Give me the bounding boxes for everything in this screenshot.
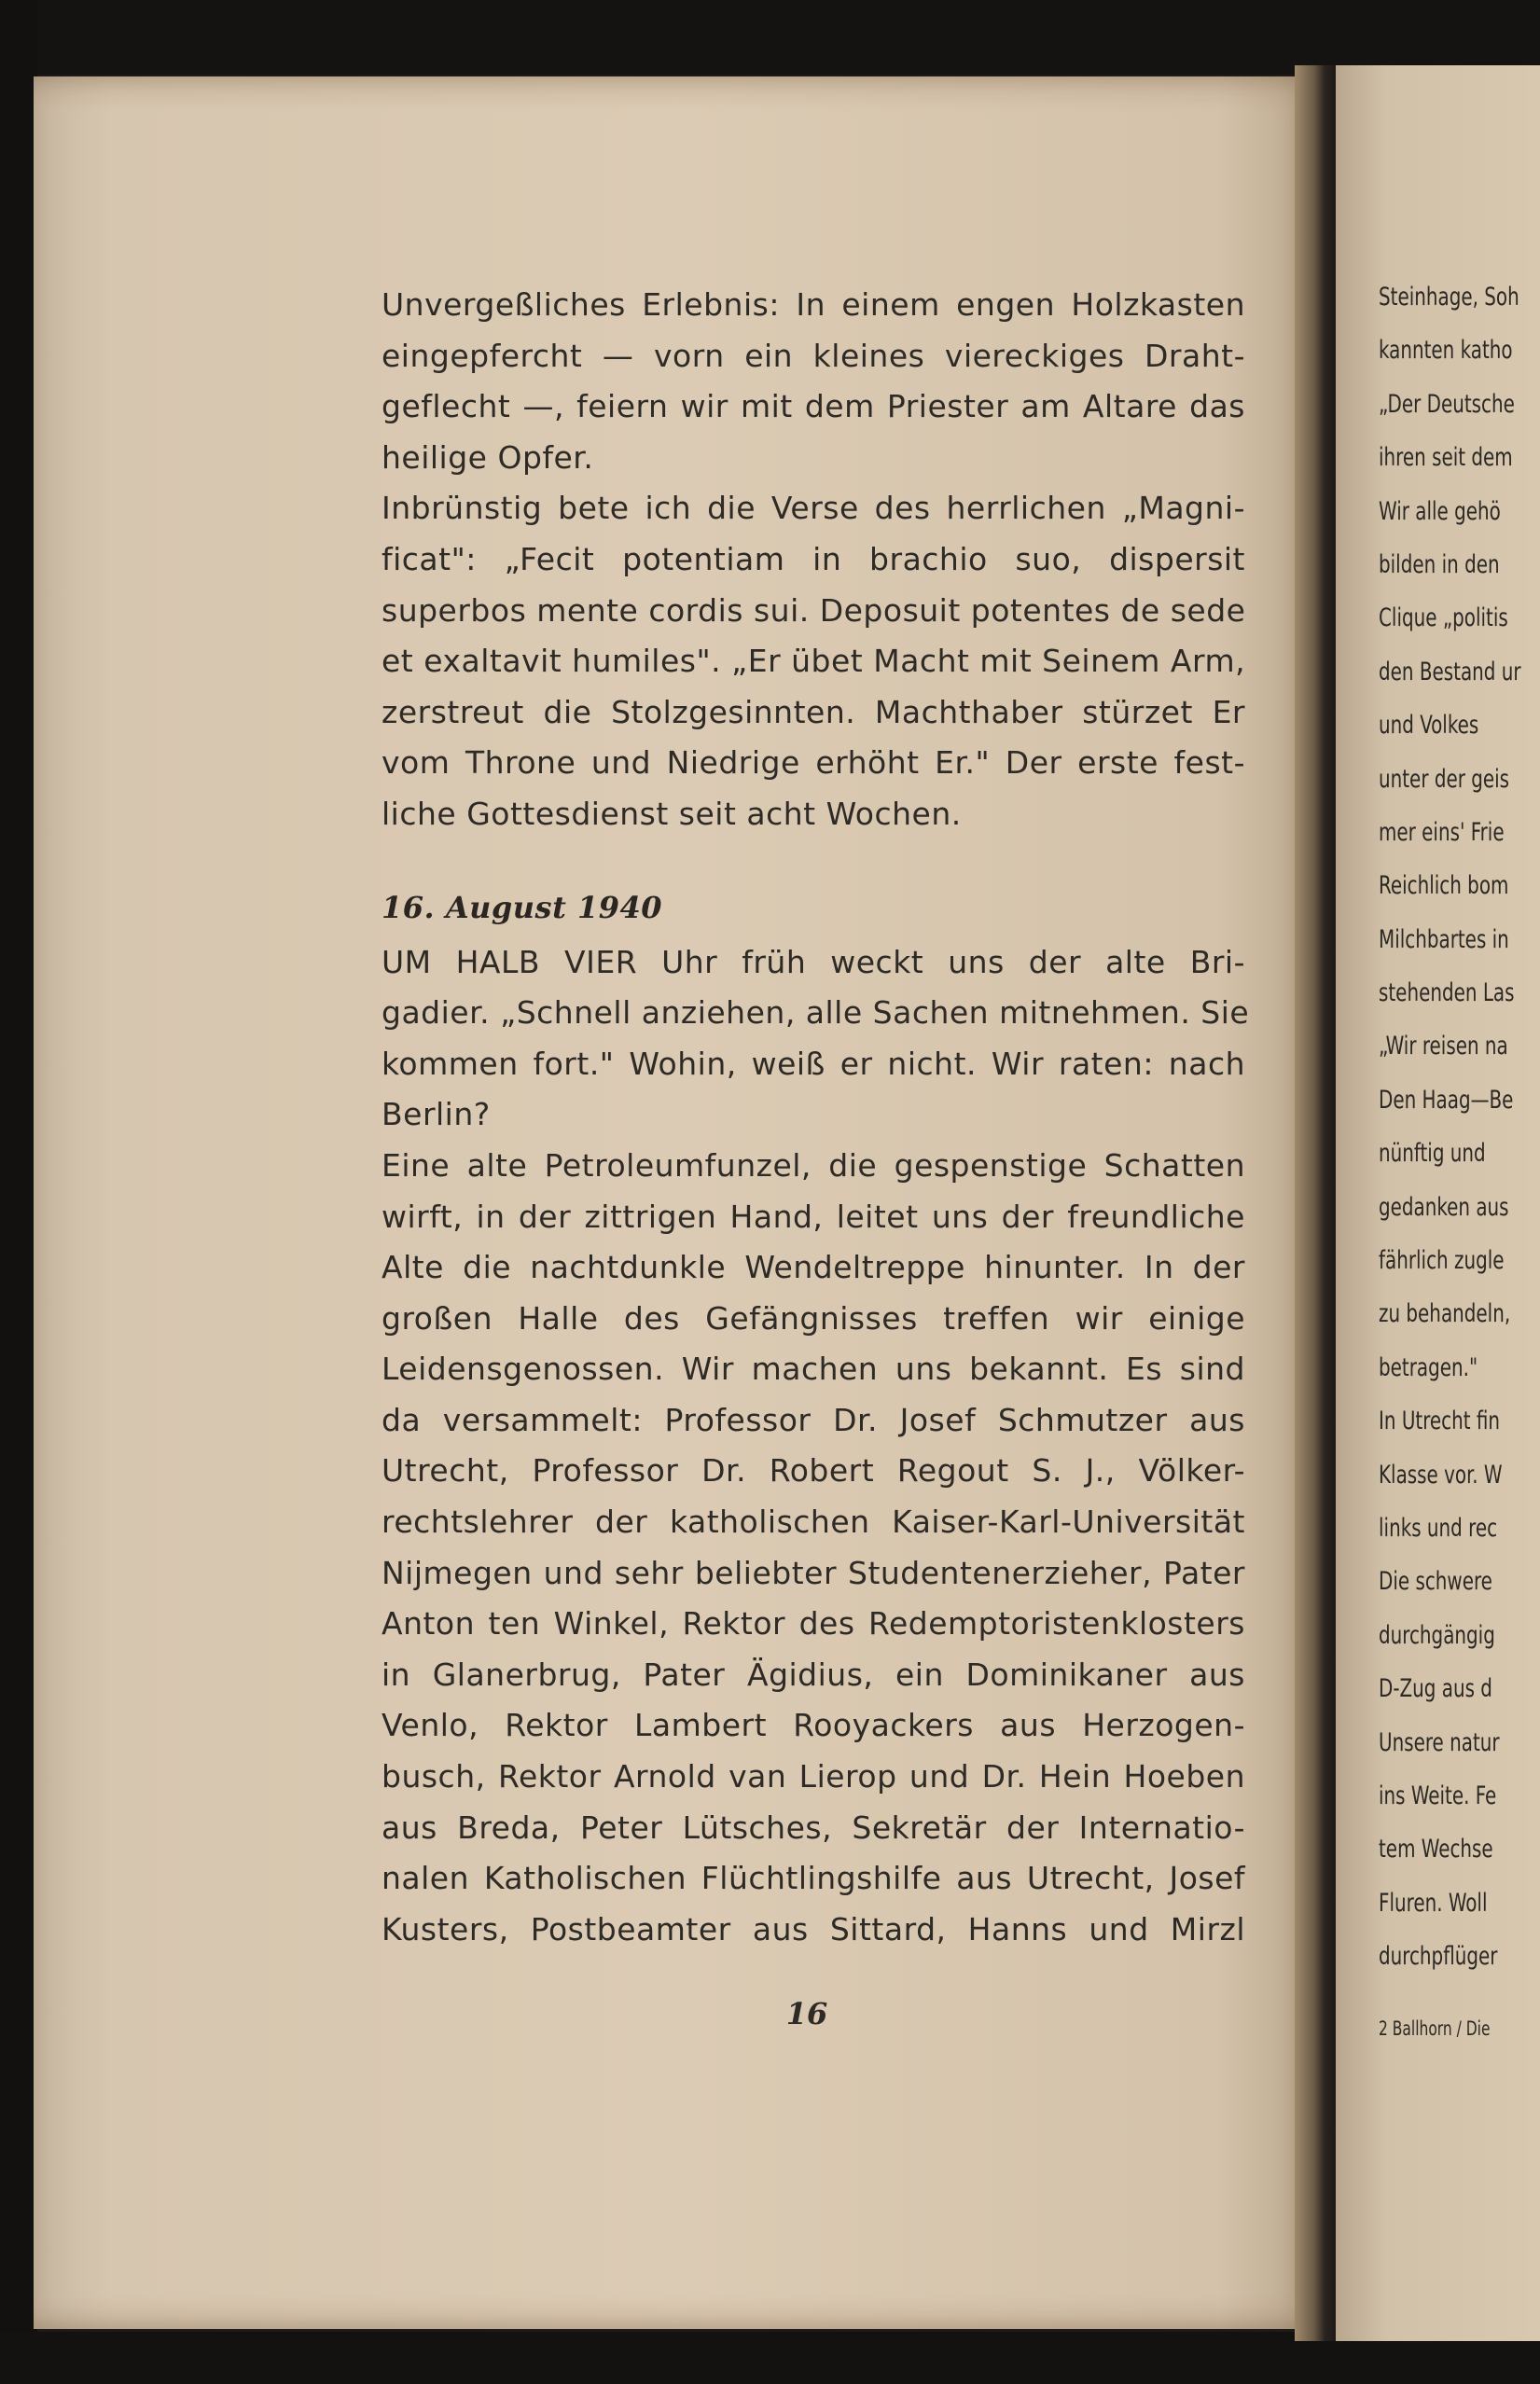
background-top bbox=[0, 0, 1540, 75]
right-footnote: 2 Ballhorn / Die bbox=[1379, 2017, 1491, 2040]
right-text-line: Milchbartes in bbox=[1379, 924, 1509, 954]
right-text-line: Unsere natur bbox=[1379, 1727, 1500, 1757]
text-line: rechtslehrer der katholischen Kaiser-Karl-Universität bbox=[382, 1504, 1245, 1541]
right-text-line: nünftig und bbox=[1379, 1139, 1486, 1169]
right-text-line: bilden in den bbox=[1379, 549, 1500, 579]
right-text-line: betragen." bbox=[1379, 1352, 1478, 1382]
text-line: da versammelt: Professor Dr. Josef Schmutzer aus bbox=[382, 1401, 1245, 1438]
text-line: liche Gottesdienst seit acht Wochen. bbox=[382, 795, 962, 832]
right-text-line: gedanken aus bbox=[1379, 1192, 1509, 1222]
right-text-line: D-Zug aus d bbox=[1379, 1674, 1492, 1704]
text-line: UM HALB VIER Uhr früh weckt uns der alte Bri- bbox=[382, 943, 1245, 980]
left-page-text bbox=[382, 280, 1250, 1955]
paragraph-3 bbox=[382, 937, 1250, 1141]
text-line: Anton ten Winkel, Rektor des Redemptoristenklosters bbox=[382, 1605, 1245, 1642]
right-text-line: stehenden Las bbox=[1379, 978, 1515, 1008]
text-line: nalen Katholischen Flüchtlingshilfe aus Utrecht, Josef bbox=[382, 1860, 1245, 1897]
text-line: aus Breda, Peter Lütsches, Sekretär der Internatio- bbox=[382, 1809, 1245, 1846]
text-line: Venlo, Rektor Lambert Rooyackers aus Herzogen- bbox=[382, 1707, 1245, 1744]
right-text-line: ihren seit dem bbox=[1379, 443, 1513, 473]
text-line: Nijmegen und sehr beliebter Studentenerzieher, Pater bbox=[382, 1554, 1245, 1591]
paragraph-4 bbox=[382, 1141, 1245, 1956]
text-line: Utrecht, Professor Dr. Robert Regout S. J., Völker- bbox=[382, 1452, 1245, 1490]
date-heading: 16. August 1940 bbox=[382, 889, 663, 925]
background-left bbox=[0, 0, 37, 2384]
right-text-line: „Der Deutsche bbox=[1379, 389, 1515, 419]
text-line: gadier. „Schnell anziehen, alle Sachen mitnehmen. Sie bbox=[382, 994, 1250, 1032]
right-text-line: fährlich zugle bbox=[1379, 1246, 1505, 1276]
text-line: Unvergeßliches Erlebnis: In einem engen Holzkasten bbox=[382, 286, 1245, 323]
right-text-line: unter der geis bbox=[1379, 764, 1510, 794]
text-line: heilige Opfer. bbox=[382, 438, 594, 476]
right-text-line: In Utrecht fin bbox=[1379, 1407, 1501, 1436]
text-line: Leidensgenossen. Wir machen uns bekannt. Es sind bbox=[382, 1351, 1245, 1388]
text-line: et exaltavit humiles". „Er übet Macht mit Seinem Arm, bbox=[382, 643, 1246, 680]
text-line: Eine alte Petroleumfunzel, die gespenstige Schatten bbox=[382, 1146, 1245, 1184]
text-line: zerstreut die Stolzgesinnten. Machthaber stürzet Er bbox=[382, 693, 1245, 730]
text-line: Kusters, Postbeamter aus Sittard, Hanns und Mirzl bbox=[382, 1910, 1245, 1947]
section-gap bbox=[382, 840, 1245, 878]
right-text-line: Steinhage, Soh bbox=[1379, 283, 1519, 312]
text-line: Alte die nachtdunkle Wendeltreppe hinunter. In der bbox=[382, 1249, 1245, 1286]
text-line: ficat": „Fecit potentiam in brachio suo, dispersit bbox=[382, 540, 1245, 577]
right-text-line: links und rec bbox=[1379, 1513, 1498, 1543]
text-line: geflecht —, feiern wir mit dem Priester am Altare das bbox=[382, 388, 1245, 425]
right-text-line: mer eins' Frie bbox=[1379, 817, 1505, 847]
right-text-line: „Wir reisen na bbox=[1379, 1032, 1508, 1061]
text-line: in Glanerbrug, Pater Ägidius, ein Dominikaner aus bbox=[382, 1656, 1245, 1693]
right-page-text bbox=[1379, 270, 1532, 2056]
text-line: Inbrünstig bete ich die Verse des herrlichen „Magni- bbox=[382, 490, 1245, 527]
right-text-line: und Volkes bbox=[1379, 711, 1479, 741]
page-number: 16 bbox=[785, 1996, 828, 2031]
right-text-line: durchpflüger bbox=[1379, 1942, 1498, 1972]
text-line: wirft, in der zittrigen Hand, leitet uns der freundliche bbox=[382, 1198, 1245, 1235]
right-text-line: zu behandeln, bbox=[1379, 1299, 1511, 1329]
paragraph-2 bbox=[382, 483, 1245, 839]
right-text-line: tem Wechse bbox=[1379, 1835, 1493, 1864]
right-text-line: durchgängig bbox=[1379, 1620, 1495, 1650]
text-line: busch, Rektor Arnold van Lierop und Dr. Hein Hoeben bbox=[382, 1758, 1245, 1795]
right-text-line: Den Haag—Be bbox=[1379, 1085, 1514, 1115]
text-line: kommen fort." Wohin, weiß er nicht. Wir raten: nach bbox=[382, 1045, 1245, 1082]
right-text-line: Wir alle gehö bbox=[1379, 496, 1501, 526]
right-text-line: den Bestand ur bbox=[1379, 657, 1521, 686]
text-line: eingepfercht — vorn ein kleines viereckiges Draht- bbox=[382, 337, 1245, 374]
text-line: großen Halle des Gefängnisses treffen wir einige bbox=[382, 1299, 1245, 1337]
book-gutter bbox=[1295, 65, 1338, 2341]
right-text-line: Fluren. Woll bbox=[1379, 1888, 1488, 1918]
right-text-line: ins Weite. Fe bbox=[1379, 1781, 1497, 1810]
paragraph-1 bbox=[382, 280, 1245, 483]
text-line: Berlin? bbox=[382, 1096, 491, 1133]
right-text-line: Clique „politis bbox=[1379, 603, 1508, 633]
right-text-line: Reichlich bom bbox=[1379, 871, 1509, 901]
right-text-line: Klasse vor. W bbox=[1379, 1460, 1503, 1490]
right-text-line: kannten katho bbox=[1379, 336, 1513, 366]
text-line: superbos mente cordis sui. Deposuit potentes de sede bbox=[382, 591, 1246, 629]
right-text-line: Die schwere bbox=[1379, 1567, 1492, 1597]
text-line: vom Throne und Niedrige erhöht Er." Der erste fest- bbox=[382, 744, 1245, 782]
